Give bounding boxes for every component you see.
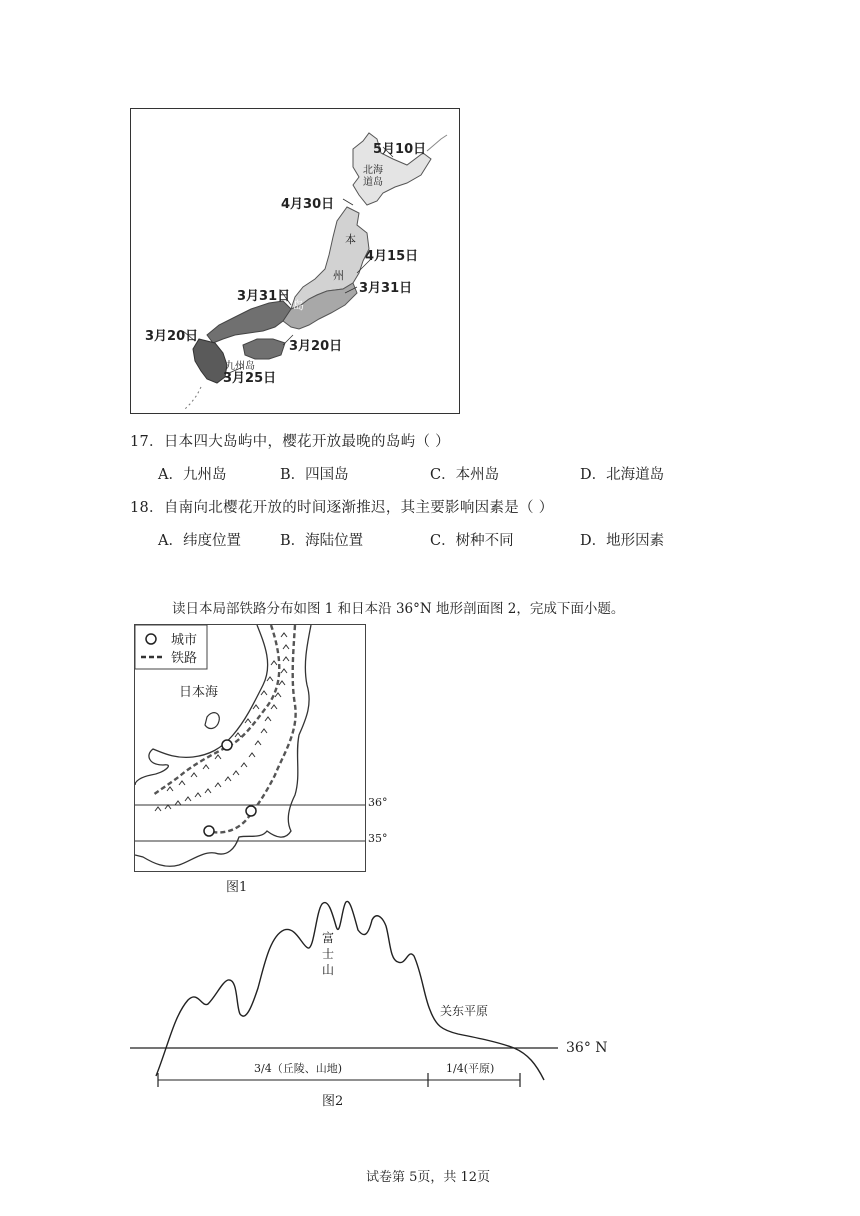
q17-option-d: D．北海道岛	[580, 467, 665, 483]
latitude-35-label: 35°	[368, 832, 388, 845]
shikoku-shape	[243, 339, 285, 359]
latitude-36n-label: 36° N	[566, 1040, 608, 1056]
date-label-may10: 5月10日	[373, 142, 427, 157]
page-footer: 试卷第 5页，共 12页	[366, 1170, 491, 1185]
honshu-label-dao: 岛	[293, 299, 304, 312]
honshu-west-shape	[207, 301, 291, 343]
honshu-label-ben: 本	[345, 233, 356, 246]
q17-option-a: A．九州岛	[158, 467, 227, 483]
question-17-stem: 17．日本四大岛屿中，樱花开放最晚的岛屿（ ）	[130, 434, 450, 450]
legend-city-label: 城市	[171, 633, 198, 648]
honshu-label-zhou: 州	[333, 269, 344, 282]
q18-option-a: A．纬度位置	[158, 533, 241, 549]
city-marker	[204, 826, 214, 836]
q18-option-b: B．海陆位置	[280, 533, 364, 549]
legend-railway-label: 铁路	[171, 651, 198, 666]
kanto-plain-label: 关东平原	[440, 1004, 489, 1018]
latitude-36-label: 36°	[368, 796, 388, 809]
figure-2-caption: 图2	[322, 1094, 344, 1109]
date-label-mar25: 3月25日	[223, 371, 277, 386]
city-marker	[246, 806, 256, 816]
date-label-mar31-right: 3月31日	[359, 281, 413, 296]
q17-option-c: C．本州岛	[430, 467, 500, 483]
hokkaido-label: 北海 道岛	[363, 165, 383, 188]
segment-hills-label: 3/4（丘陵、山地)	[254, 1062, 342, 1075]
mount-fuji-label: 富 士 山	[322, 931, 335, 977]
sea-of-japan-label: 日本海	[179, 685, 219, 700]
figure-1-svg	[135, 625, 365, 871]
date-label-mar31-left: 3月31日	[237, 289, 291, 304]
japan-cherry-map	[130, 108, 460, 414]
date-label-apr15: 4月15日	[365, 249, 419, 264]
section-intro: 读日本局部铁路分布如图 1 和日本沿 36°N 地形剖面图 2，完成下面小题。	[172, 601, 625, 617]
segment-plain-label: 1/4(平原)	[446, 1062, 495, 1075]
figure-1-caption: 图1	[226, 880, 248, 895]
date-label-apr30: 4月30日	[281, 197, 335, 212]
figure-2-svg	[128, 896, 608, 1106]
figure-1-railway-map	[134, 624, 366, 872]
date-label-mar20-left: 3月20日	[145, 329, 199, 344]
date-label-mar20-mid: 3月20日	[289, 339, 343, 354]
city-marker	[222, 740, 232, 750]
kyushu-shape	[193, 339, 227, 383]
q17-option-b: B．四国岛	[280, 467, 349, 483]
q18-option-d: D．地形因素	[580, 533, 665, 549]
question-18-stem: 18．自南向北樱花开放的时间逐渐推迟，其主要影响因素是（ ）	[130, 500, 554, 516]
terrain-profile-line	[156, 901, 544, 1080]
kyushu-label: 九州岛	[225, 361, 255, 372]
q18-option-c: C．树种不同	[430, 533, 514, 549]
figure-2-terrain-profile	[128, 896, 608, 1109]
